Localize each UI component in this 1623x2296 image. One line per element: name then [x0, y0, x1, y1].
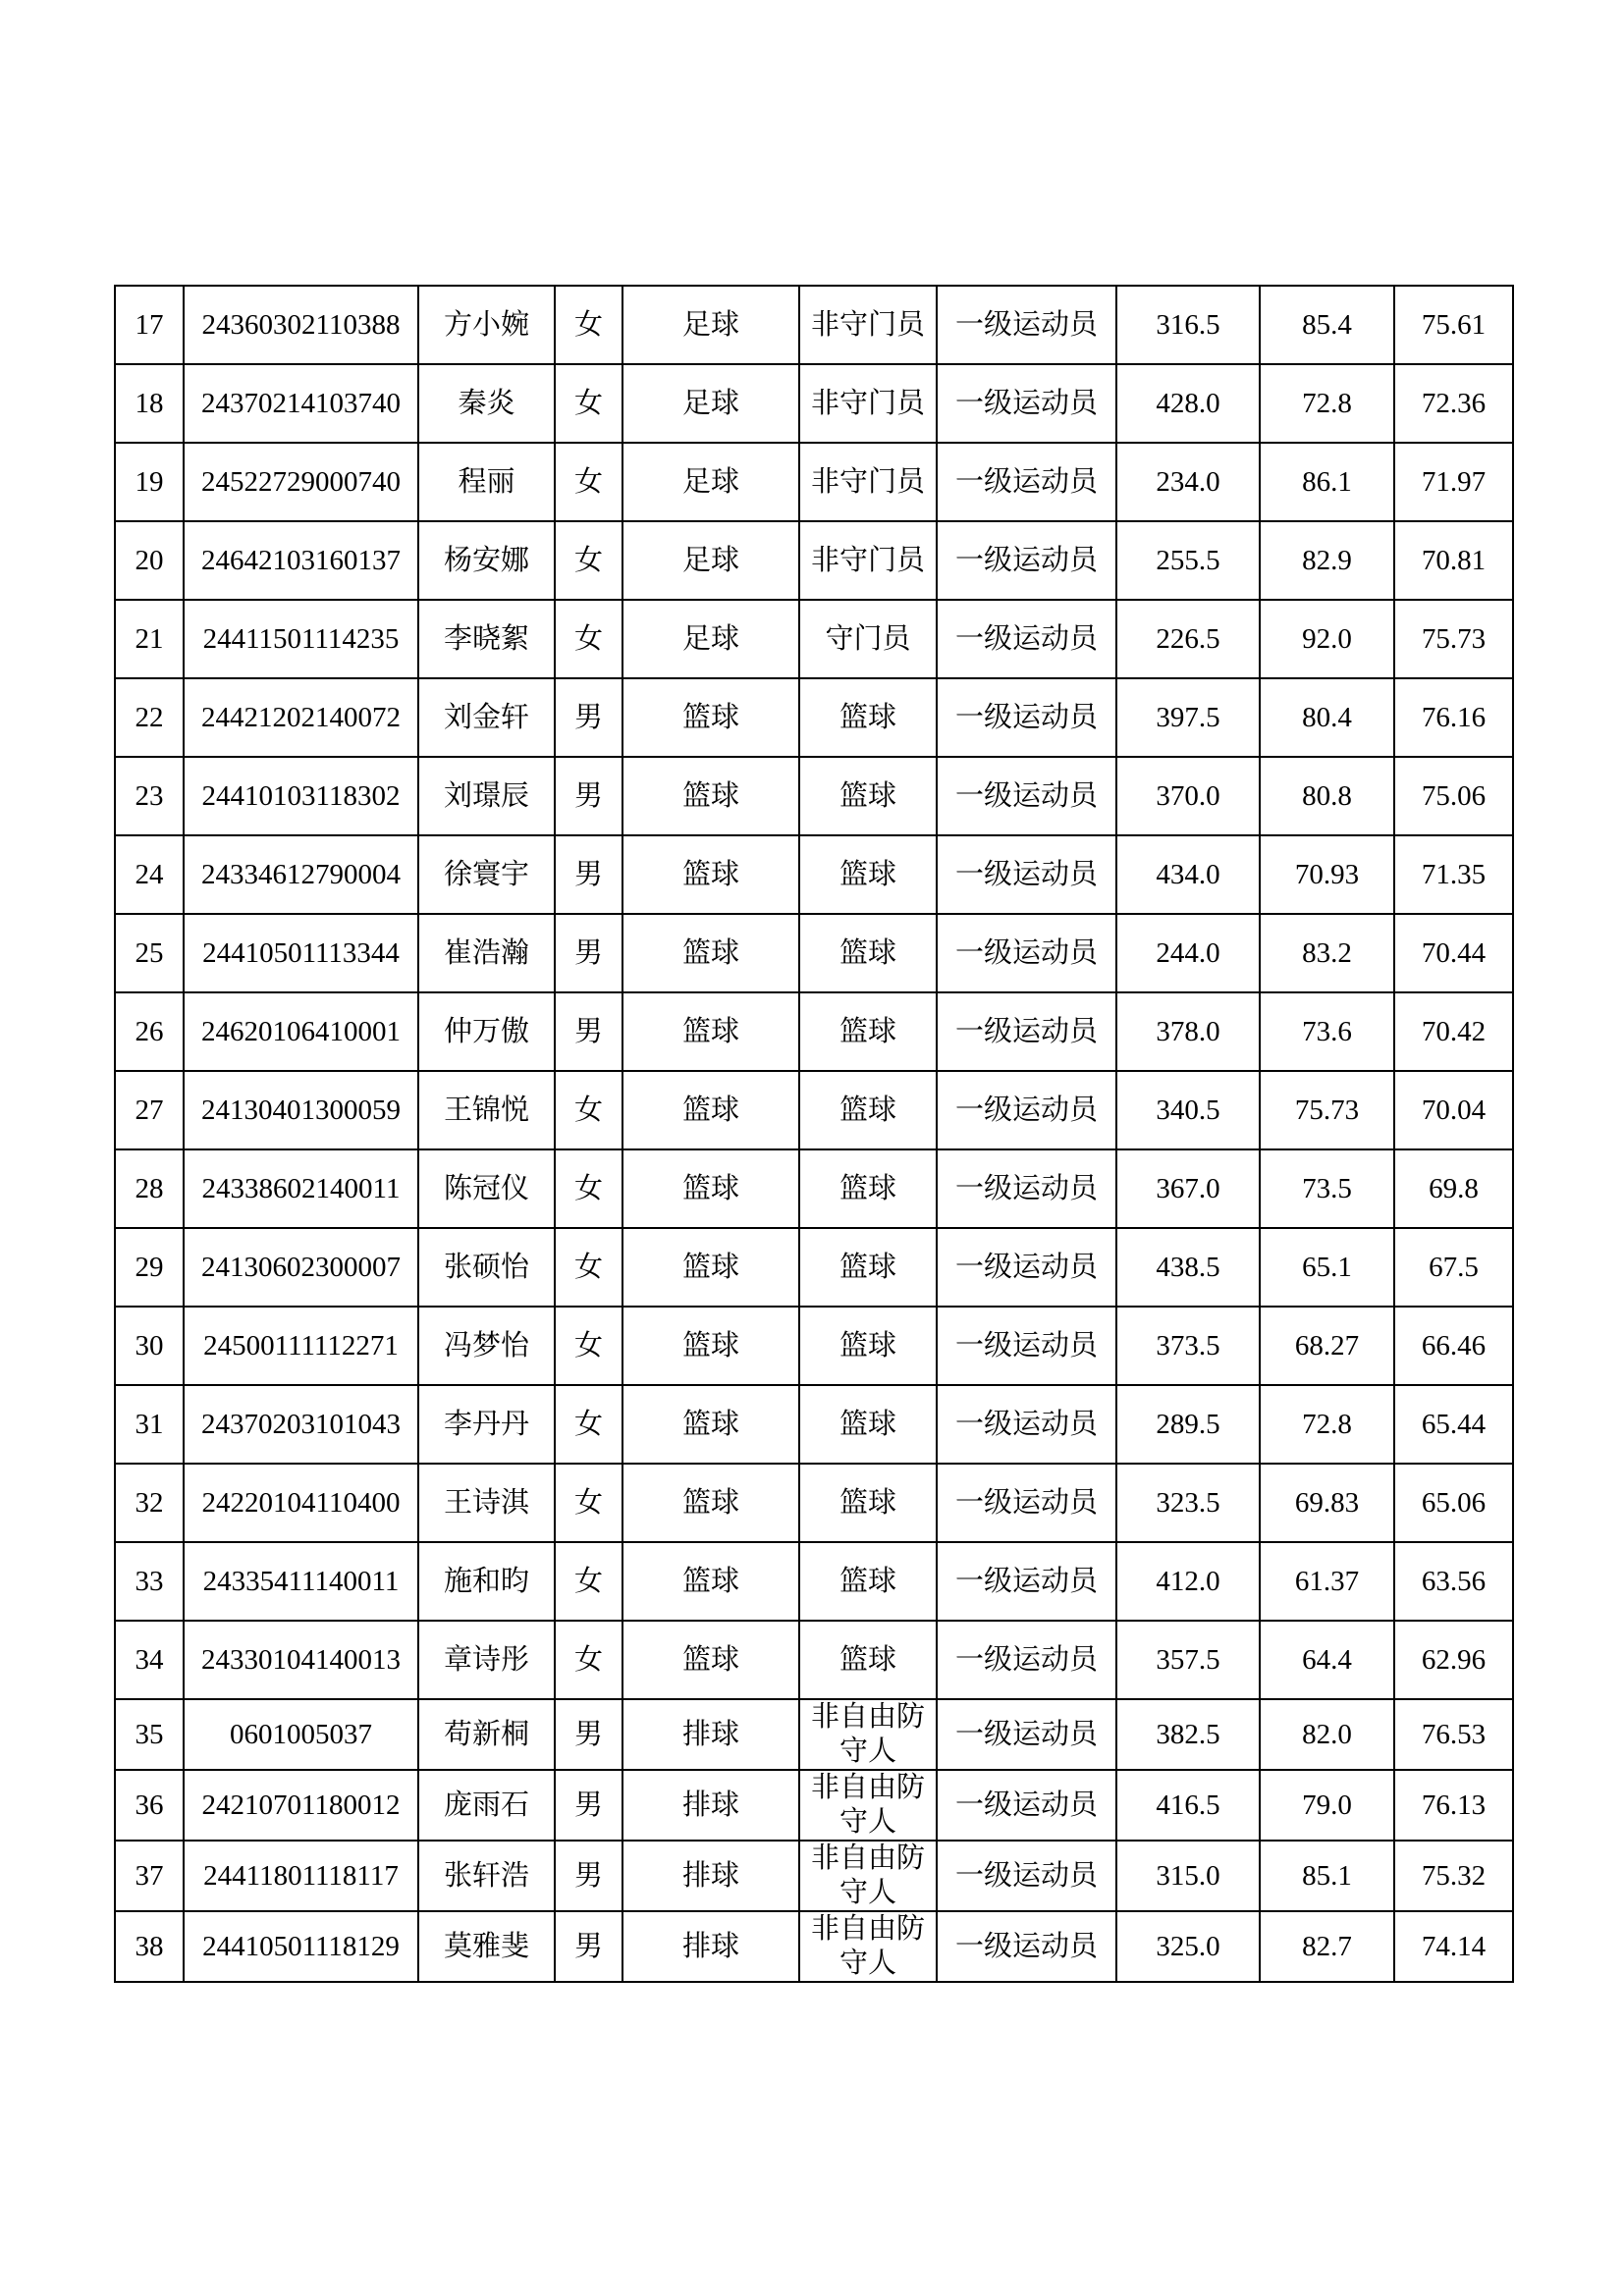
- cell-registration-id: 24334612790004: [184, 835, 418, 914]
- table-row: [115, 1149, 1513, 1228]
- table-row: [115, 835, 1513, 914]
- table-row: [115, 521, 1513, 600]
- cell-position: 非守门员: [799, 364, 937, 443]
- cell-registration-id: 24410501113344: [184, 914, 418, 992]
- cell-score-2: 79.0: [1260, 1770, 1394, 1841]
- cell-gender: 男: [555, 1911, 622, 1982]
- cell-gender: 男: [555, 992, 622, 1071]
- cell-score-3: 65.06: [1394, 1464, 1513, 1542]
- cell-name: 冯梦怡: [418, 1307, 555, 1385]
- cell-registration-id: 24500111112271: [184, 1307, 418, 1385]
- table-row: [115, 1307, 1513, 1385]
- cell-sport: 篮球: [622, 1621, 799, 1699]
- cell-gender: 女: [555, 1542, 622, 1621]
- cell-registration-id: 24522729000740: [184, 443, 418, 521]
- cell-row-number: 18: [115, 364, 184, 443]
- cell-row-number: 29: [115, 1228, 184, 1307]
- cell-row-number: 27: [115, 1071, 184, 1149]
- cell-score-1: 325.0: [1116, 1911, 1260, 1982]
- cell-registration-id: 24335411140011: [184, 1542, 418, 1621]
- cell-name: 徐寰宇: [418, 835, 555, 914]
- athlete-roster-table: [114, 285, 1514, 1983]
- table-row: [115, 1621, 1513, 1699]
- cell-score-1: 382.5: [1116, 1699, 1260, 1770]
- cell-name: 仲万傲: [418, 992, 555, 1071]
- cell-name: 方小婉: [418, 286, 555, 364]
- cell-registration-id: 24330104140013: [184, 1621, 418, 1699]
- table-row: [115, 1699, 1513, 1770]
- cell-athlete-level: 一级运动员: [937, 757, 1116, 835]
- cell-athlete-level: 一级运动员: [937, 1228, 1116, 1307]
- cell-score-2: 80.8: [1260, 757, 1394, 835]
- cell-score-3: 71.35: [1394, 835, 1513, 914]
- cell-row-number: 30: [115, 1307, 184, 1385]
- cell-sport: 足球: [622, 521, 799, 600]
- cell-athlete-level: 一级运动员: [937, 1149, 1116, 1228]
- cell-sport: 排球: [622, 1911, 799, 1982]
- cell-score-3: 75.32: [1394, 1841, 1513, 1911]
- table-row: [115, 678, 1513, 757]
- cell-gender: 女: [555, 286, 622, 364]
- cell-row-number: 34: [115, 1621, 184, 1699]
- cell-score-1: 289.5: [1116, 1385, 1260, 1464]
- cell-row-number: 26: [115, 992, 184, 1071]
- cell-score-1: 316.5: [1116, 286, 1260, 364]
- cell-position: 篮球: [799, 1385, 937, 1464]
- cell-score-3: 75.73: [1394, 600, 1513, 678]
- cell-score-3: 62.96: [1394, 1621, 1513, 1699]
- cell-score-2: 85.1: [1260, 1841, 1394, 1911]
- cell-score-1: 397.5: [1116, 678, 1260, 757]
- cell-athlete-level: 一级运动员: [937, 286, 1116, 364]
- cell-gender: 男: [555, 1841, 622, 1911]
- cell-score-2: 75.73: [1260, 1071, 1394, 1149]
- cell-gender: 男: [555, 914, 622, 992]
- cell-position: 篮球: [799, 992, 937, 1071]
- cell-score-3: 63.56: [1394, 1542, 1513, 1621]
- cell-sport: 篮球: [622, 835, 799, 914]
- cell-row-number: 33: [115, 1542, 184, 1621]
- cell-registration-id: 24338602140011: [184, 1149, 418, 1228]
- cell-name: 莫雅斐: [418, 1911, 555, 1982]
- cell-score-2: 80.4: [1260, 678, 1394, 757]
- cell-row-number: 21: [115, 600, 184, 678]
- cell-gender: 男: [555, 1699, 622, 1770]
- table-row: [115, 914, 1513, 992]
- cell-name: 杨安娜: [418, 521, 555, 600]
- cell-position: 篮球: [799, 1071, 937, 1149]
- cell-score-3: 65.44: [1394, 1385, 1513, 1464]
- cell-name: 刘金轩: [418, 678, 555, 757]
- cell-name: 王锦悦: [418, 1071, 555, 1149]
- cell-position: 非守门员: [799, 521, 937, 600]
- cell-gender: 女: [555, 443, 622, 521]
- cell-registration-id: 24130602300007: [184, 1228, 418, 1307]
- cell-position: 篮球: [799, 1149, 937, 1228]
- cell-sport: 排球: [622, 1699, 799, 1770]
- cell-sport: 篮球: [622, 1307, 799, 1385]
- cell-position: 非守门员: [799, 443, 937, 521]
- cell-athlete-level: 一级运动员: [937, 1464, 1116, 1542]
- cell-position: 非自由防守人: [799, 1911, 937, 1982]
- cell-athlete-level: 一级运动员: [937, 1911, 1116, 1982]
- cell-name: 庞雨石: [418, 1770, 555, 1841]
- cell-name: 李丹丹: [418, 1385, 555, 1464]
- cell-gender: 女: [555, 1071, 622, 1149]
- cell-name: 王诗淇: [418, 1464, 555, 1542]
- cell-row-number: 19: [115, 443, 184, 521]
- cell-name: 张轩浩: [418, 1841, 555, 1911]
- cell-athlete-level: 一级运动员: [937, 1841, 1116, 1911]
- cell-athlete-level: 一级运动员: [937, 1385, 1116, 1464]
- cell-score-1: 244.0: [1116, 914, 1260, 992]
- table-row: [115, 600, 1513, 678]
- cell-name: 章诗彤: [418, 1621, 555, 1699]
- cell-gender: 男: [555, 678, 622, 757]
- cell-score-1: 378.0: [1116, 992, 1260, 1071]
- cell-score-2: 82.9: [1260, 521, 1394, 600]
- cell-row-number: 20: [115, 521, 184, 600]
- cell-position: 非自由防守人: [799, 1770, 937, 1841]
- cell-gender: 女: [555, 364, 622, 443]
- table-row: [115, 1911, 1513, 1982]
- cell-score-3: 67.5: [1394, 1228, 1513, 1307]
- table-row: [115, 1071, 1513, 1149]
- cell-row-number: 38: [115, 1911, 184, 1982]
- cell-athlete-level: 一级运动员: [937, 992, 1116, 1071]
- cell-registration-id: 0601005037: [184, 1699, 418, 1770]
- cell-score-3: 76.53: [1394, 1699, 1513, 1770]
- cell-sport: 足球: [622, 286, 799, 364]
- cell-sport: 篮球: [622, 1228, 799, 1307]
- cell-score-2: 72.8: [1260, 1385, 1394, 1464]
- cell-sport: 足球: [622, 443, 799, 521]
- cell-gender: 女: [555, 1621, 622, 1699]
- cell-registration-id: 24411501114235: [184, 600, 418, 678]
- cell-position: 篮球: [799, 1621, 937, 1699]
- cell-score-1: 434.0: [1116, 835, 1260, 914]
- cell-position: 篮球: [799, 914, 937, 992]
- cell-athlete-level: 一级运动员: [937, 1699, 1116, 1770]
- cell-score-3: 70.44: [1394, 914, 1513, 992]
- cell-athlete-level: 一级运动员: [937, 1307, 1116, 1385]
- table-row: [115, 992, 1513, 1071]
- cell-sport: 篮球: [622, 992, 799, 1071]
- cell-score-1: 226.5: [1116, 600, 1260, 678]
- cell-athlete-level: 一级运动员: [937, 600, 1116, 678]
- cell-score-1: 367.0: [1116, 1149, 1260, 1228]
- cell-sport: 篮球: [622, 1464, 799, 1542]
- cell-score-3: 72.36: [1394, 364, 1513, 443]
- table-row: [115, 364, 1513, 443]
- table-row: [115, 1542, 1513, 1621]
- cell-athlete-level: 一级运动员: [937, 1770, 1116, 1841]
- table-row: [115, 757, 1513, 835]
- cell-score-2: 69.83: [1260, 1464, 1394, 1542]
- cell-athlete-level: 一级运动员: [937, 1542, 1116, 1621]
- cell-position: 守门员: [799, 600, 937, 678]
- cell-row-number: 17: [115, 286, 184, 364]
- cell-name: 刘璟辰: [418, 757, 555, 835]
- cell-score-2: 92.0: [1260, 600, 1394, 678]
- cell-gender: 女: [555, 1149, 622, 1228]
- table-row: [115, 1464, 1513, 1542]
- cell-sport: 篮球: [622, 1385, 799, 1464]
- cell-position: 篮球: [799, 757, 937, 835]
- cell-score-1: 234.0: [1116, 443, 1260, 521]
- cell-name: 张硕怡: [418, 1228, 555, 1307]
- cell-position: 非自由防守人: [799, 1841, 937, 1911]
- cell-athlete-level: 一级运动员: [937, 678, 1116, 757]
- cell-row-number: 32: [115, 1464, 184, 1542]
- cell-registration-id: 24370214103740: [184, 364, 418, 443]
- cell-score-1: 370.0: [1116, 757, 1260, 835]
- cell-score-3: 74.14: [1394, 1911, 1513, 1982]
- table-row: [115, 1770, 1513, 1841]
- cell-sport: 篮球: [622, 1071, 799, 1149]
- cell-score-2: 85.4: [1260, 286, 1394, 364]
- cell-score-1: 373.5: [1116, 1307, 1260, 1385]
- cell-row-number: 36: [115, 1770, 184, 1841]
- cell-gender: 男: [555, 1770, 622, 1841]
- cell-score-2: 64.4: [1260, 1621, 1394, 1699]
- cell-sport: 篮球: [622, 1149, 799, 1228]
- table-row: [115, 443, 1513, 521]
- cell-score-2: 73.6: [1260, 992, 1394, 1071]
- cell-score-3: 70.42: [1394, 992, 1513, 1071]
- cell-row-number: 31: [115, 1385, 184, 1464]
- cell-position: 篮球: [799, 1542, 937, 1621]
- cell-name: 苟新桐: [418, 1699, 555, 1770]
- cell-name: 崔浩瀚: [418, 914, 555, 992]
- table-row: [115, 286, 1513, 364]
- cell-name: 程丽: [418, 443, 555, 521]
- cell-position: 篮球: [799, 1464, 937, 1542]
- cell-registration-id: 24411801118117: [184, 1841, 418, 1911]
- cell-registration-id: 24421202140072: [184, 678, 418, 757]
- cell-score-2: 61.37: [1260, 1542, 1394, 1621]
- table-body: [115, 286, 1513, 1982]
- cell-gender: 女: [555, 521, 622, 600]
- cell-score-2: 65.1: [1260, 1228, 1394, 1307]
- cell-score-2: 82.7: [1260, 1911, 1394, 1982]
- cell-gender: 女: [555, 1385, 622, 1464]
- cell-position: 篮球: [799, 678, 937, 757]
- cell-athlete-level: 一级运动员: [937, 1071, 1116, 1149]
- cell-registration-id: 24620106410001: [184, 992, 418, 1071]
- cell-sport: 篮球: [622, 1542, 799, 1621]
- cell-sport: 排球: [622, 1841, 799, 1911]
- cell-athlete-level: 一级运动员: [937, 835, 1116, 914]
- cell-score-2: 72.8: [1260, 364, 1394, 443]
- cell-gender: 男: [555, 835, 622, 914]
- cell-athlete-level: 一级运动员: [937, 1621, 1116, 1699]
- cell-sport: 足球: [622, 600, 799, 678]
- cell-position: 篮球: [799, 835, 937, 914]
- cell-score-3: 69.8: [1394, 1149, 1513, 1228]
- cell-row-number: 28: [115, 1149, 184, 1228]
- cell-sport: 排球: [622, 1770, 799, 1841]
- cell-gender: 女: [555, 1228, 622, 1307]
- cell-score-3: 76.13: [1394, 1770, 1513, 1841]
- cell-score-2: 70.93: [1260, 835, 1394, 914]
- cell-name: 李晓絮: [418, 600, 555, 678]
- cell-sport: 篮球: [622, 757, 799, 835]
- cell-position: 非守门员: [799, 286, 937, 364]
- cell-gender: 女: [555, 1307, 622, 1385]
- cell-score-2: 86.1: [1260, 443, 1394, 521]
- cell-registration-id: 24410103118302: [184, 757, 418, 835]
- cell-name: 秦炎: [418, 364, 555, 443]
- cell-row-number: 37: [115, 1841, 184, 1911]
- cell-name: 施和昀: [418, 1542, 555, 1621]
- cell-score-3: 75.61: [1394, 286, 1513, 364]
- cell-score-3: 70.04: [1394, 1071, 1513, 1149]
- cell-athlete-level: 一级运动员: [937, 364, 1116, 443]
- cell-sport: 足球: [622, 364, 799, 443]
- cell-score-3: 75.06: [1394, 757, 1513, 835]
- cell-row-number: 25: [115, 914, 184, 992]
- cell-score-1: 340.5: [1116, 1071, 1260, 1149]
- cell-score-1: 255.5: [1116, 521, 1260, 600]
- cell-registration-id: 24360302110388: [184, 286, 418, 364]
- cell-registration-id: 24220104110400: [184, 1464, 418, 1542]
- cell-score-1: 416.5: [1116, 1770, 1260, 1841]
- cell-position: 篮球: [799, 1307, 937, 1385]
- table-row: [115, 1841, 1513, 1911]
- cell-row-number: 35: [115, 1699, 184, 1770]
- cell-score-1: 412.0: [1116, 1542, 1260, 1621]
- cell-registration-id: 24210701180012: [184, 1770, 418, 1841]
- cell-registration-id: 24130401300059: [184, 1071, 418, 1149]
- cell-athlete-level: 一级运动员: [937, 521, 1116, 600]
- cell-score-1: 357.5: [1116, 1621, 1260, 1699]
- cell-score-2: 68.27: [1260, 1307, 1394, 1385]
- cell-registration-id: 24410501118129: [184, 1911, 418, 1982]
- cell-athlete-level: 一级运动员: [937, 443, 1116, 521]
- cell-gender: 女: [555, 1464, 622, 1542]
- cell-registration-id: 24370203101043: [184, 1385, 418, 1464]
- cell-row-number: 24: [115, 835, 184, 914]
- cell-score-2: 82.0: [1260, 1699, 1394, 1770]
- table-row: [115, 1228, 1513, 1307]
- cell-score-1: 315.0: [1116, 1841, 1260, 1911]
- cell-score-1: 428.0: [1116, 364, 1260, 443]
- cell-position: 篮球: [799, 1228, 937, 1307]
- cell-score-3: 76.16: [1394, 678, 1513, 757]
- cell-sport: 篮球: [622, 914, 799, 992]
- cell-score-3: 70.81: [1394, 521, 1513, 600]
- cell-position: 非自由防守人: [799, 1699, 937, 1770]
- cell-gender: 男: [555, 757, 622, 835]
- cell-sport: 篮球: [622, 678, 799, 757]
- table-row: [115, 1385, 1513, 1464]
- cell-score-2: 83.2: [1260, 914, 1394, 992]
- cell-row-number: 22: [115, 678, 184, 757]
- cell-gender: 女: [555, 600, 622, 678]
- cell-score-1: 323.5: [1116, 1464, 1260, 1542]
- cell-score-1: 438.5: [1116, 1228, 1260, 1307]
- cell-registration-id: 24642103160137: [184, 521, 418, 600]
- cell-name: 陈冠仪: [418, 1149, 555, 1228]
- cell-athlete-level: 一级运动员: [937, 914, 1116, 992]
- cell-score-3: 71.97: [1394, 443, 1513, 521]
- cell-row-number: 23: [115, 757, 184, 835]
- cell-score-2: 73.5: [1260, 1149, 1394, 1228]
- cell-score-3: 66.46: [1394, 1307, 1513, 1385]
